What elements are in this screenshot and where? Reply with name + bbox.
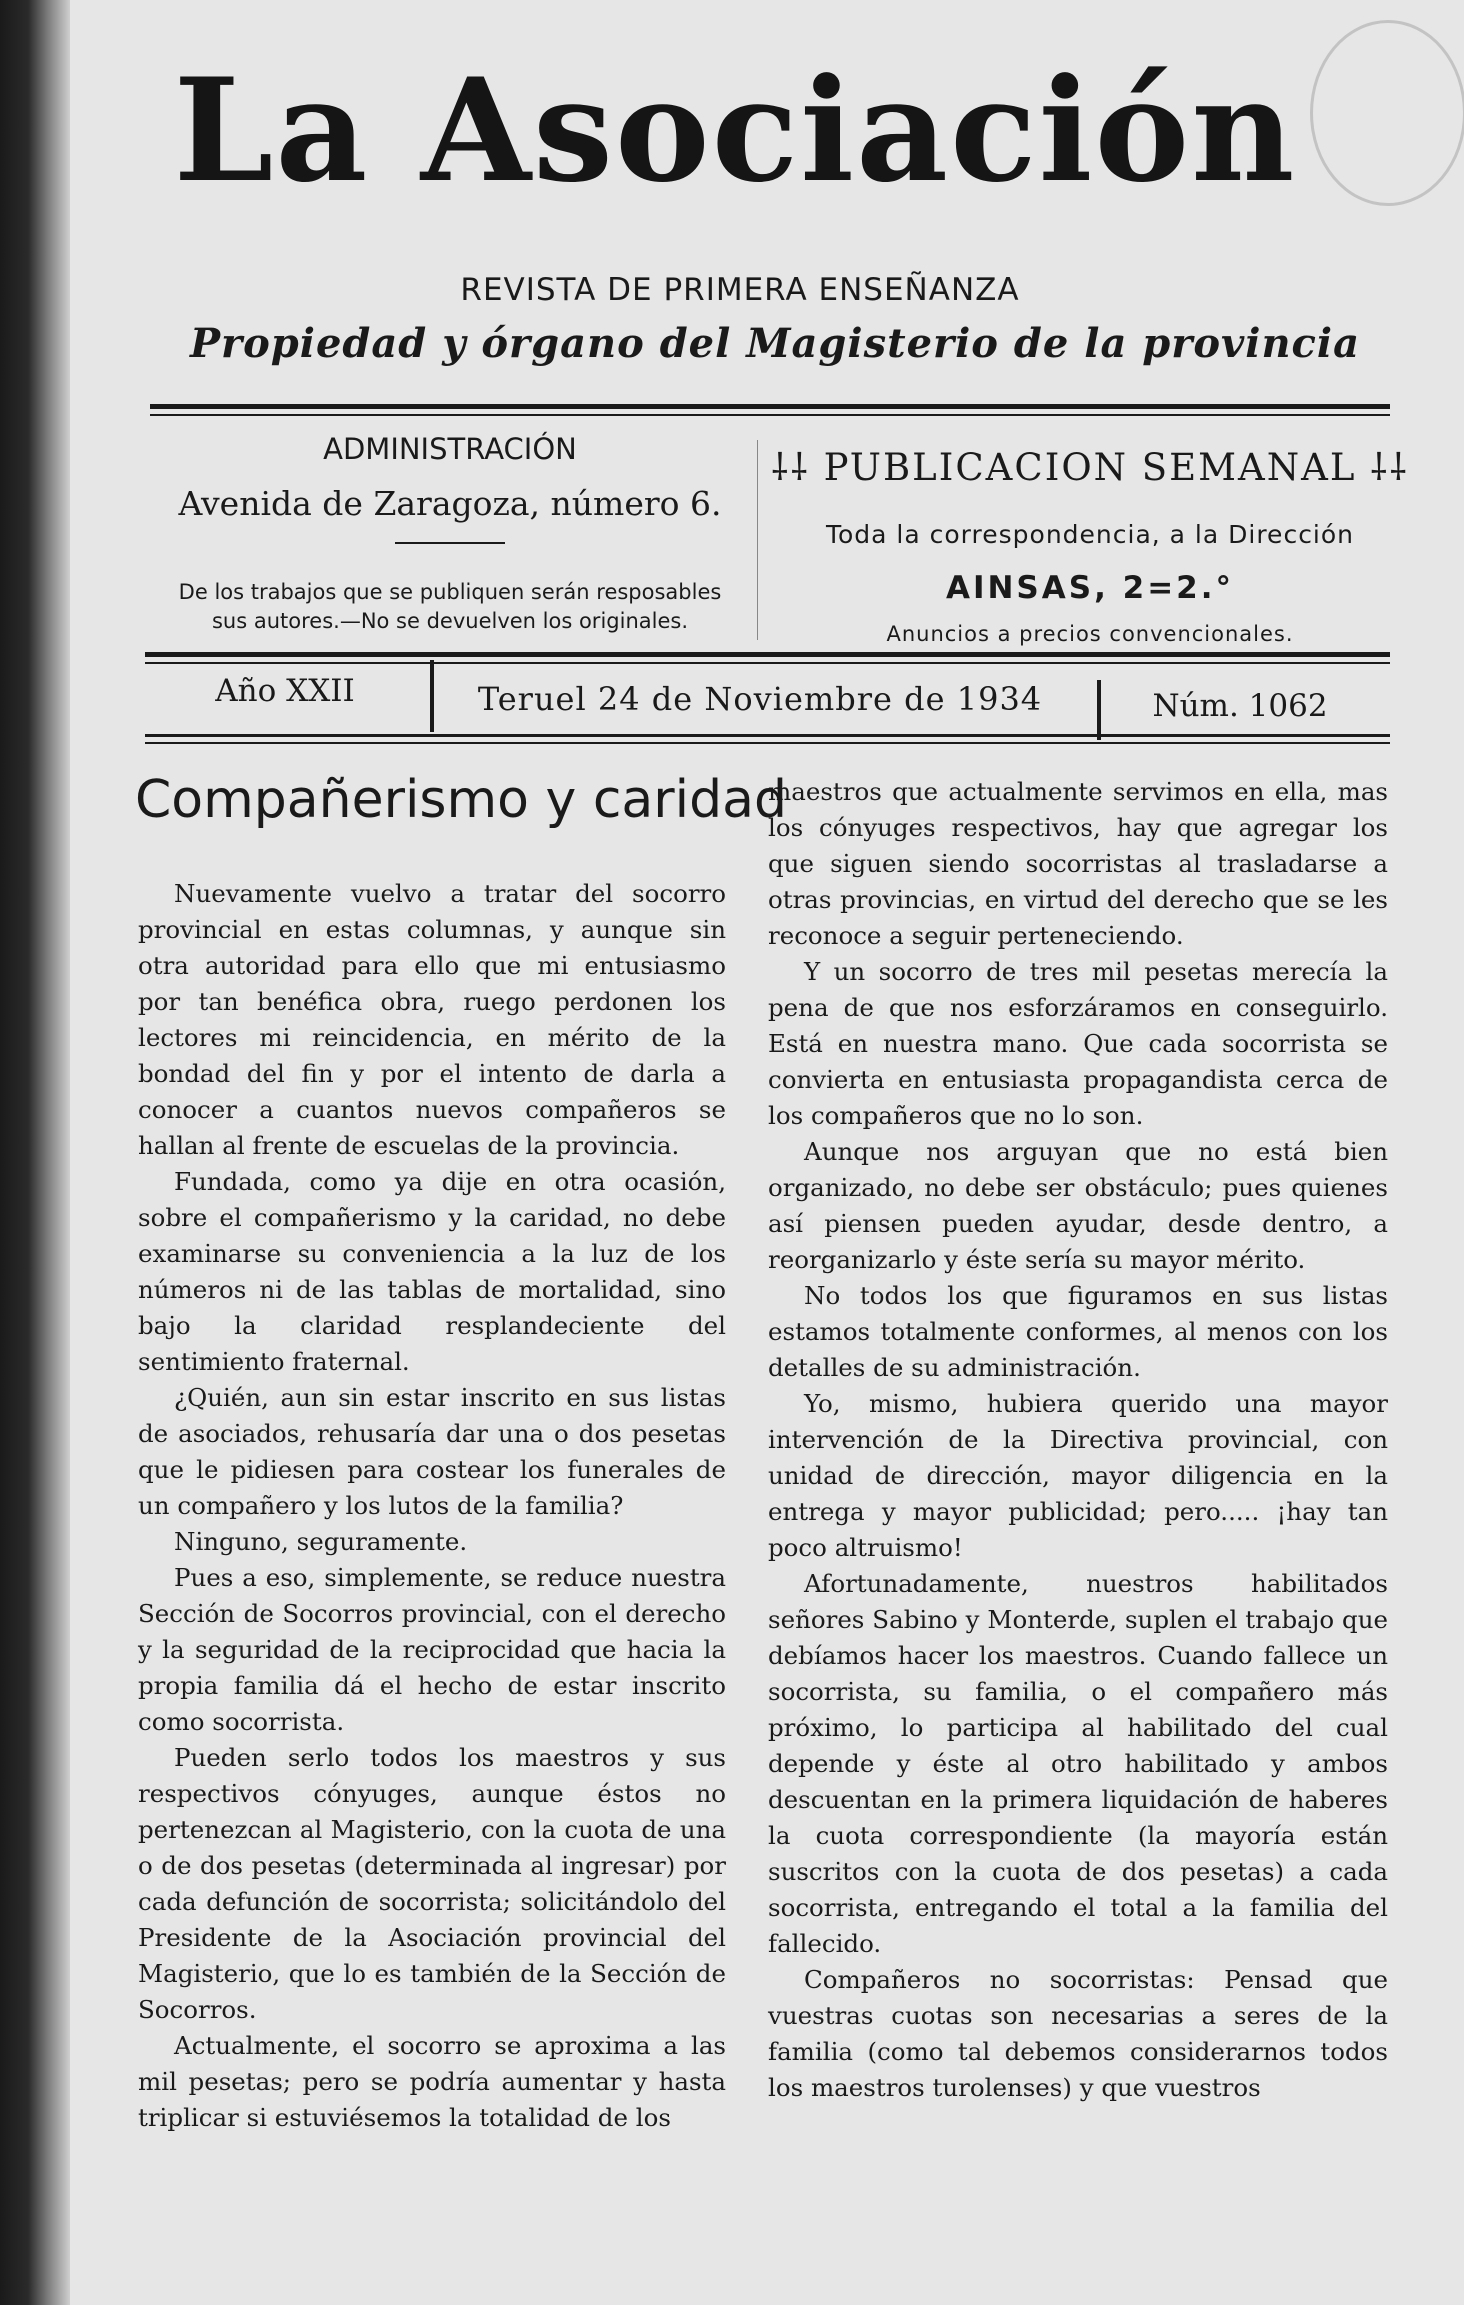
- masthead-title: La Asociación: [173, 48, 1297, 214]
- masthead-subtitle: REVISTA DE PRIMERA ENSEÑANZA: [460, 272, 1020, 308]
- paragraph: Pues a eso, simplemente, se reduce nuestra Sección de Socorros provincial, con el derecho y la seguridad de la reciprocidad que hacia la propia familia dá el hecho de estar inscrito como socorrista.: [138, 1563, 726, 1736]
- publication-ads: Anuncios a precios convencionales.: [886, 622, 1294, 646]
- issue-year: Año XXII: [215, 673, 355, 709]
- issue-rule-top: [145, 652, 1390, 657]
- masthead-ownership: Propiedad y órgano del Magisterio de la provincia: [189, 320, 1361, 367]
- publication-heading: [770, 440, 1410, 491]
- issue-separator: [430, 660, 434, 732]
- paragraph: No todos los que figuramos en sus listas estamos totalmente conformes, al menos con los detalles de su administración.: [768, 1281, 1388, 1382]
- disclaimer: [140, 578, 760, 636]
- header-rule-top-thin: [150, 414, 1390, 416]
- ornament-icon: ⸸⸸: [1356, 446, 1409, 489]
- paragraph: Ninguno, seguramente.: [174, 1527, 468, 1556]
- paragraph: Fundada, como ya dije en otra ocasión, sobre el compañerismo y la caridad, no debe examinarse su conveniencia a la luz de los números ni de las tablas de mortalidad, sino bajo la claridad resplandeciente del sentimiento fraternal.: [138, 1167, 726, 1376]
- paragraph: Aunque nos arguyan que no está bien organizado, no debe ser obstáculo; pues quienes así piensen pueden ayudar, desde dentro, a reorganizarlo y éste sería su mayor mérito.: [768, 1137, 1388, 1274]
- book-binding-shadow: [0, 0, 70, 2305]
- ornament-icon: ⸸⸸: [771, 446, 824, 489]
- issue-rule-top-thin: [145, 662, 1390, 664]
- issue-number: Núm. 1062: [1152, 688, 1328, 724]
- paragraph: Afortunadamente, nuestros habilitados señores Sabino y Monterde, suplen el trabajo que debíamos hacer los maestros. Cuando fallece un socorrista, su familia, o el compañero más próximo, lo participa al habilitado del cual depende y éste al otro habilitado y ambos descuentan en la primera liquidación de haberes la cuota correspondiente (la mayoría están suscritos con la cuota de dos pesetas) a cada socorrista, entregando el total a la familia del fallecido.: [768, 1569, 1388, 1958]
- issue-rule-bottom-thin: [145, 742, 1390, 744]
- paragraph: maestros que actualmente servimos en ella, mas los cónyuges respectivos, hay que agregar los que siguen siendo socorristas al trasladarse a otras provincias, en virtud del derecho que se les reconoce a seguir perteneciendo.: [768, 777, 1388, 950]
- paragraph: Yo, mismo, hubiera querido una mayor intervención de la Directiva provincial, con unidad de dirección, mayor diligencia en la entrega y mayor publicidad; pero..... ¡hay tan poco altruismo!: [768, 1389, 1388, 1562]
- article-title: Compañerismo y caridad: [135, 770, 787, 830]
- publication-address: AINSAS, 2=2.°: [945, 570, 1235, 606]
- issue-rule-bottom: [145, 734, 1390, 737]
- issue-date: Teruel 24 de Noviembre de 1934: [477, 680, 1043, 718]
- publication-heading-text: PUBLICACION SEMANAL: [823, 446, 1357, 489]
- article-left-column: [138, 876, 726, 2136]
- administration-heading: ADMINISTRACIÓN: [323, 432, 577, 466]
- paragraph: Compañeros no socorristas: Pensad que vuestras cuotas son necesarias a seres de la familia (como tal debemos considerarnos todos los maestros turolenses) y que vuestros: [768, 1965, 1388, 2102]
- paragraph: Actualmente, el socorro se aproxima a las mil pesetas; pero se podría aumentar y hasta triplicar si estuviésemos la totalidad de los: [138, 2031, 726, 2132]
- article-right-column: [768, 774, 1388, 2106]
- paragraph: ¿Quién, aun sin estar inscrito en sus listas de asociados, rehusaría dar una o dos pesetas que le pidiesen para costear los funerales de un compañero y los lutos de la familia?: [138, 1383, 726, 1520]
- publication-correspondence: Toda la correspondencia, a la Dirección: [825, 520, 1355, 549]
- paragraph: Pueden serlo todos los maestros y sus respectivos cónyuges, aunque éstos no pertenezcan al Magisterio, con la cuota de una o de dos pesetas (determinada al ingresar) por cada defunción de socorrista; solicitándolo del Presidente de la Asociación provincial del Magisterio, que lo es también de la Sección de Socorros.: [138, 1743, 726, 2024]
- disclaimer-line-1: De los trabajos que se publiquen serán resposables: [178, 580, 722, 604]
- paragraph: Y un socorro de tres mil pesetas merecía la pena de que nos esforzáramos en conseguirlo. Está en nuestra mano. Que cada socorrista se convierta en entusiasta propagandista cerca de los compañeros que no lo son.: [768, 957, 1388, 1130]
- paragraph: Nuevamente vuelvo a tratar del socorro provincial en estas columnas, y aunque sin otra autoridad para ello que mi entusiasmo por tan benéfica obra, ruego perdonen los lectores mi reincidencia, en mérito de la bondad del fin y por el intento de darla a conocer a cuantos nuevos compañeros se hallan al frente de escuelas de la provincia.: [138, 879, 726, 1160]
- header-rule-top: [150, 404, 1390, 409]
- header-column-divider: [757, 440, 758, 640]
- administration-divider: [395, 542, 505, 544]
- issue-separator: [1097, 680, 1101, 740]
- disclaimer-line-2: sus autores.—No se devuelven los originales.: [211, 609, 688, 633]
- administration-address: Avenida de Zaragoza, número 6.: [178, 484, 722, 523]
